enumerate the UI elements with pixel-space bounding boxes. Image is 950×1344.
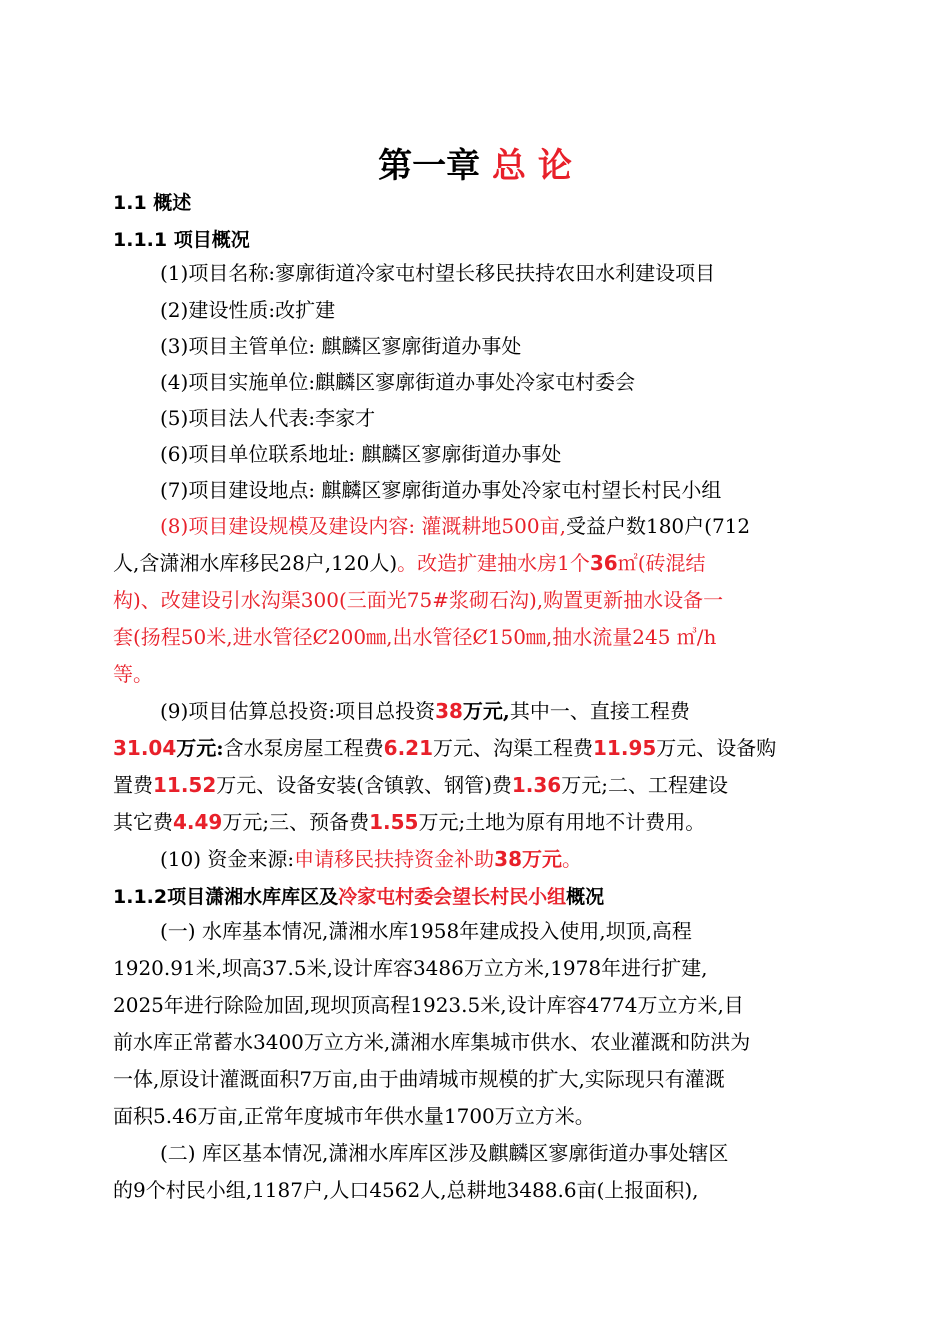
section-1-1-2-heading: 1.1.2项目潇湘水库库区及冷家屯村委会望长村民小组概况 (113, 886, 605, 908)
item-8-line-1: (8)项目建设规模及建设内容: 灌溉耕地500亩,受益户数180户(712 (160, 514, 751, 538)
para-1-line-6: 面积5.46万亩,正常年度城市年供水量1700万立方米。 (113, 1104, 595, 1128)
item-7: (7)项目建设地点: 麒麟区寥廓街道办事处冷家屯村望长村民小组 (160, 478, 722, 502)
chapter-prefix: 第一章 (378, 146, 481, 186)
section-1-1-1-heading: 1.1.1 项目概况 (113, 229, 250, 251)
item-9-line-2: 31.04万元:含水泵房屋工程费6.21万元、沟渠工程费11.95万元、设备购 (113, 736, 777, 760)
para-2-line-2: 的9个村民小组,1187户,人口4562人,总耕地3488.6亩(上报面积), (113, 1178, 699, 1202)
para-1-line-3: 2025年进行除险加固,现坝顶高程1923.5米,设计库容4774万立方米,目 (113, 993, 744, 1017)
item-9-line-1: (9)项目估算总投资:项目总投资38万元,其中一、直接工程费 (160, 699, 690, 723)
para-2-line-1: (二) 库区基本情况,潇湘水库库区涉及麒麟区寥廓街道办事处辖区 (160, 1141, 729, 1165)
para-1-line-4: 前水库正常蓄水3400万立方米,潇湘水库集城市供水、农业灌溉和防洪为 (113, 1030, 751, 1054)
chapter-title (0, 138, 950, 187)
item-8-line-3: 构)、改建设引水沟渠300(三面光75#浆砌石沟),购置更新抽水设备一 (113, 588, 724, 612)
item-9-line-3: 置费11.52万元、设备安装(含镇敦、钢管)费1.36万元;二、工程建设 (113, 773, 728, 797)
item-9-line-4: 其它费4.49万元;三、预备费1.55万元;土地为原有用地不计费用。 (113, 810, 706, 834)
item-8-line-4: 套(扬程50米,进水管径Ȼ200㎜,出水管径Ȼ150㎜,抽水流量245 ㎥/h (113, 625, 717, 649)
item-8-line-2: 人,含潇湘水库移民28户,120人)。改造扩建抽水房1个36㎡(砖混结 (113, 551, 706, 575)
item-1: (1)项目名称:寥廓街道冷家屯村望长移民扶持农田水利建设项目 (160, 261, 716, 285)
para-1-line-2: 1920.91米,坝高37.5米,设计库容3486万立方米,1978年进行扩建, (113, 956, 708, 980)
chapter-name: 总 论 (492, 146, 572, 186)
item-4: (4)项目实施单位:麒麟区寥廓街道办事处冷家屯村委会 (160, 370, 636, 394)
item-2: (2)建设性质:改扩建 (160, 298, 336, 322)
item-5: (5)项目法人代表:李家才 (160, 406, 376, 430)
para-1-line-1: (一) 水库基本情况,潇湘水库1958年建成投入使用,坝顶,高程 (160, 919, 692, 943)
section-1-1-heading: 1.1 概述 (113, 192, 192, 214)
item-8-line-5: 等。 (113, 662, 153, 686)
para-1-line-5: 一体,原设计灌溉面积7万亩,由于曲靖城市规模的扩大,实际现只有灌溉 (113, 1067, 725, 1091)
item-6: (6)项目单位联系地址: 麒麟区寥廓街道办事处 (160, 442, 562, 466)
item-3: (3)项目主管单位: 麒麟区寥廓街道办事处 (160, 334, 522, 358)
item-10: (10) 资金来源:申请移民扶持资金补助38万元。 (160, 847, 582, 871)
